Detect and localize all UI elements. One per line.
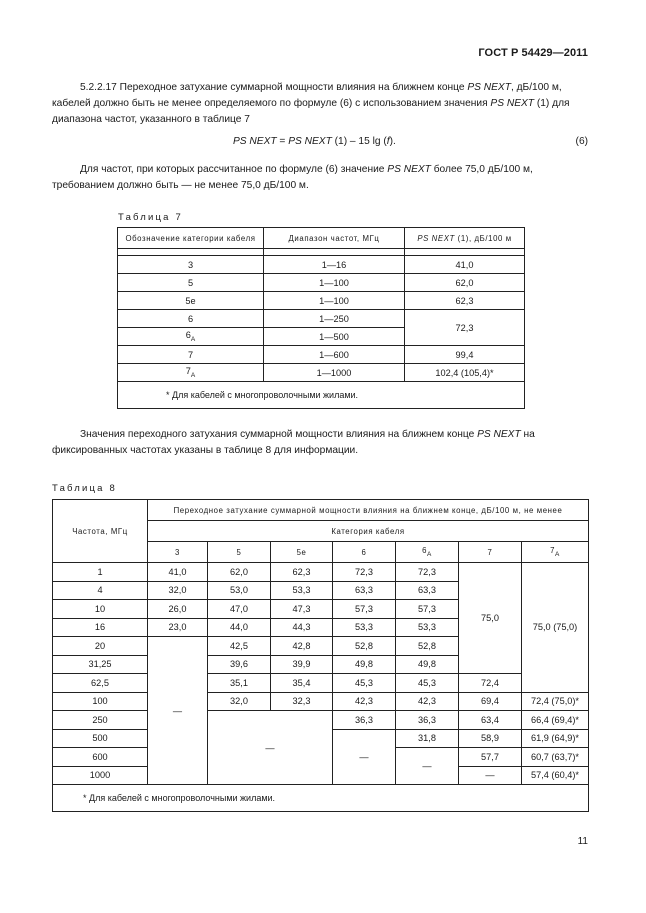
table-row: 500 — 31,8 58,9 61,9 (64,9)* bbox=[53, 729, 589, 748]
table-row: 62,5 35,1 35,4 45,3 45,3 72,4 bbox=[53, 674, 589, 693]
table-row: $7_A$ 1—1000 102,4 (105,4)* bbox=[118, 364, 525, 382]
table-row: 3 1—16 41,0 bbox=[118, 256, 525, 274]
table-row: 16 23,0 44,0 44,3 53,3 53,3 bbox=[53, 618, 589, 637]
table-row: $6_A$ 1—500 bbox=[118, 328, 525, 346]
table-7 bbox=[117, 227, 525, 409]
table8-caption: Таблица 8 bbox=[52, 483, 117, 494]
table-row: 20 — 42,5 42,8 52,8 52,8 bbox=[53, 637, 589, 656]
table8-cat: 5 bbox=[208, 542, 271, 563]
table-row: 6 1—250 72,3 bbox=[118, 310, 525, 328]
table-row: 10 26,0 47,0 47,3 57,3 57,3 bbox=[53, 600, 589, 619]
table8-cat: 6 bbox=[333, 542, 396, 563]
table8-header-main: Переходное затухание суммарной мощности влияния на ближнем конце, дБ/100 м, не менее bbox=[148, 500, 589, 521]
table-row: 600 — 57,7 60,7 (63,7)* bbox=[53, 748, 589, 767]
table-row: 31,25 39,6 39,9 49,8 49,8 bbox=[53, 655, 589, 674]
table-row: 250 — 36,3 36,3 63,4 66,4 (69,4)* bbox=[53, 711, 589, 730]
formula-expression: PS NEXT = PS NEXT (1) – 15 lg (f). bbox=[233, 136, 396, 147]
table-row: 1000 — 57,4 (60,4)* bbox=[53, 766, 589, 785]
table8-cat: 5e bbox=[271, 542, 333, 563]
table-row: 4 32,0 53,0 53,3 63,3 63,3 bbox=[53, 581, 589, 600]
table-row: 1 41,0 62,0 62,3 72,3 72,3 75,0 75,0 (75,0) bbox=[53, 563, 589, 582]
table-row: 5e 1—100 62,3 bbox=[118, 292, 525, 310]
p1-text: (1) для диапазона частот, указанного в таблице 7 bbox=[52, 98, 570, 125]
table7-header-category: Обозначение категории кабеля bbox=[118, 228, 264, 249]
table8-header-frequency: Частота, МГц bbox=[53, 500, 148, 563]
p1-text: , дБ/100 м, кабелей должно быть не менее определяемого по формуле (6) с использованием значения bbox=[52, 82, 562, 109]
table8-header-category: Категория кабеля bbox=[148, 521, 589, 542]
table-8 bbox=[52, 499, 589, 812]
table7-header-value: PS NEXT (1), дБ/100 м bbox=[405, 228, 525, 249]
table-row: 7 1—600 99,4 bbox=[118, 346, 525, 364]
table8-footnote: * Для кабелей с многопроволочными жилами. bbox=[53, 785, 589, 812]
table8-cat: 7 bbox=[459, 542, 522, 563]
table7-caption: Таблица 7 bbox=[118, 212, 183, 223]
table8-cat: $6_A$ bbox=[396, 542, 459, 563]
table8-cat: 3 bbox=[148, 542, 208, 563]
paragraph-5-2-2-17 bbox=[52, 80, 588, 128]
document-header: ГОСТ Р 54429—2011 bbox=[478, 47, 588, 59]
page-number: 11 bbox=[577, 836, 588, 847]
paragraph-table8-intro: Значения переходного затухания суммарной мощности влияния на ближнем конце PS NEXT на фиксированных частотах указаны в таблице 8 для информации. bbox=[52, 429, 535, 456]
table8-cat: $7_A$ bbox=[522, 542, 589, 563]
p1-term: PS NEXT bbox=[490, 98, 535, 109]
formula-number: (6) bbox=[575, 136, 588, 147]
p1-text: 5.2.2.17 Переходное затухание суммарной мощности влияния на ближнем конце bbox=[80, 82, 468, 93]
p1-term: PS NEXT bbox=[467, 82, 511, 93]
paragraph-frequencies: Для частот, при которых рассчитанное по формуле (6) значение PS NEXT более 75,0 дБ/100 м, требованием должно быть — не менее 75,0 дБ/100 м. bbox=[52, 164, 533, 191]
table7-header-range: Диапазон частот, МГц bbox=[264, 228, 405, 249]
table-row: 5 1—100 62,0 bbox=[118, 274, 525, 292]
table7-footnote: * Для кабелей с многопроволочными жилами. bbox=[118, 382, 525, 409]
table-row: 100 32,0 32,3 42,3 42,3 69,4 72,4 (75,0)* bbox=[53, 692, 589, 711]
